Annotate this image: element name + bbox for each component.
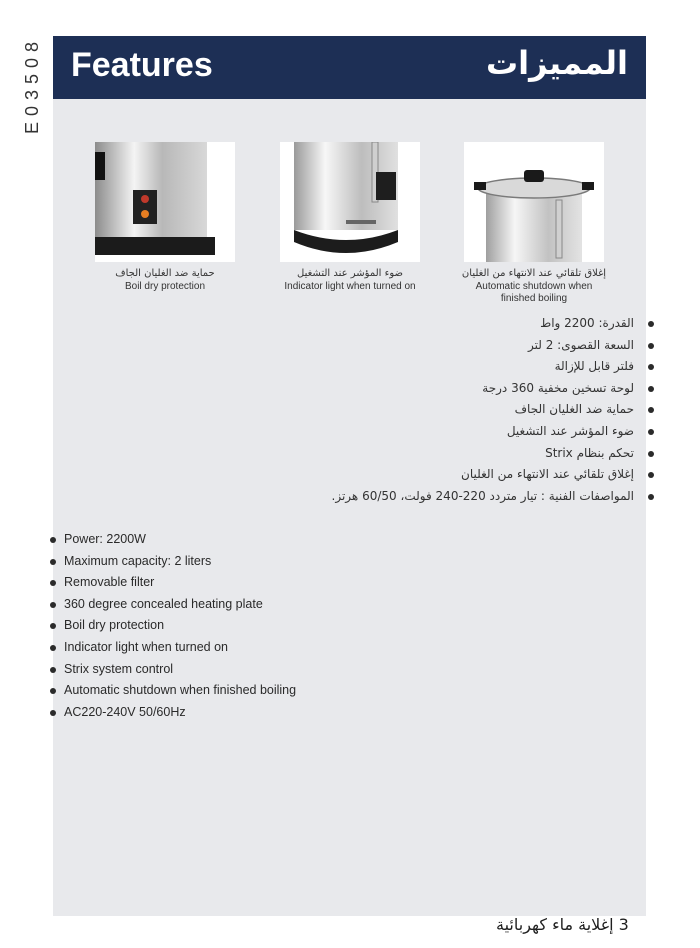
spec-text: ضوء المؤشر عند التشغيل: [506, 423, 634, 438]
bullet-icon: [50, 602, 56, 608]
spec-text: إغلاق تلقائي عند الانتهاء من الغليان: [461, 467, 634, 482]
list-item: [48, 529, 448, 551]
list-item: [48, 572, 448, 594]
spec-text: السعة القصوى: 2 لتر: [527, 337, 634, 352]
bullet-icon: [648, 321, 654, 327]
bullet-icon: [50, 710, 56, 716]
spec-text: Strix system control: [64, 661, 174, 676]
list-item: [48, 659, 448, 681]
spec-text: AC220-240V 50/60Hz: [64, 704, 186, 719]
bullet-icon: [648, 494, 654, 500]
list-item: [174, 399, 654, 421]
indicator-photo: [280, 142, 420, 262]
bullet-icon: [648, 451, 654, 457]
header-title-en: Features: [71, 46, 213, 84]
bullet-icon: [648, 386, 654, 392]
bullet-icon: [648, 472, 654, 478]
caption-ar: إغلاق تلقائي عند الانتهاء من الغليان: [461, 268, 607, 279]
english-spec-list: [48, 529, 448, 723]
header-bar: [53, 36, 646, 99]
product-code: E03508: [22, 36, 42, 135]
list-item: [174, 313, 654, 335]
spec-text: لوحة تسخين مخفية 360 درجة: [482, 380, 634, 395]
list-item: [48, 594, 448, 616]
bullet-icon: [50, 623, 56, 629]
list-item: [174, 378, 654, 400]
spec-text: حماية ضد الغليان الجاف: [514, 402, 634, 417]
list-item: [48, 615, 448, 637]
bullet-icon: [648, 429, 654, 435]
spec-text: تحكم بنظام Strix: [545, 445, 634, 460]
bullet-icon: [50, 559, 56, 565]
caption-en: Boil dry protection: [124, 281, 206, 292]
list-item: [48, 680, 448, 702]
spec-text: المواصفات الفنية : تيار متردد 220-240 فولت، 60/50 هرتز.: [331, 488, 634, 503]
bullet-icon: [648, 364, 654, 370]
spec-text: Removable filter: [64, 575, 155, 590]
bullet-icon: [50, 667, 56, 673]
list-item: [48, 702, 448, 724]
spec-text: Power: 2200W: [64, 532, 146, 546]
bullet-icon: [50, 580, 56, 586]
header-title-ar: المميزات: [486, 44, 628, 82]
spec-text: Maximum capacity: 2 liters: [64, 553, 212, 568]
list-item: [174, 486, 654, 508]
spec-text: Indicator light when turned on: [64, 639, 228, 654]
bullet-icon: [648, 343, 654, 349]
auto-shutdown-photo: [464, 142, 604, 262]
list-item: [48, 551, 448, 573]
caption-en: Automatic shutdown when finished boiling: [475, 281, 593, 304]
page-footer: [496, 915, 696, 945]
page-number: 3: [618, 915, 629, 934]
boil-dry-photo: [95, 142, 235, 262]
list-item: [174, 443, 654, 465]
feature-auto-shutdown: [459, 142, 609, 305]
list-item: [48, 637, 448, 659]
bullet-icon: [50, 645, 56, 651]
feature-boil-dry: [90, 142, 240, 293]
spec-text: 360 degree concealed heating plate: [64, 596, 263, 611]
bullet-icon: [50, 688, 56, 694]
spec-text: فلتر قابل للإزالة: [554, 359, 634, 374]
spec-text: Boil dry protection: [64, 618, 165, 633]
list-item: [174, 356, 654, 378]
bullet-icon: [648, 407, 654, 413]
list-item: [174, 421, 654, 443]
list-item: [174, 335, 654, 357]
caption-ar: حماية ضد الغليان الجاف: [115, 268, 215, 279]
feature-indicator-light: [275, 142, 425, 293]
arabic-spec-list: [174, 313, 654, 507]
caption-ar: ضوء المؤشر عند التشغيل: [297, 268, 403, 279]
list-item: [174, 464, 654, 486]
spec-text: القدرة: 2200 واط: [540, 316, 634, 330]
caption-en: Indicator light when turned on: [284, 281, 416, 292]
bullet-icon: [50, 537, 56, 543]
footer-title: إغلاية ماء كهربائية: [496, 915, 614, 934]
spec-text: Automatic shutdown when finished boiling: [64, 683, 297, 698]
